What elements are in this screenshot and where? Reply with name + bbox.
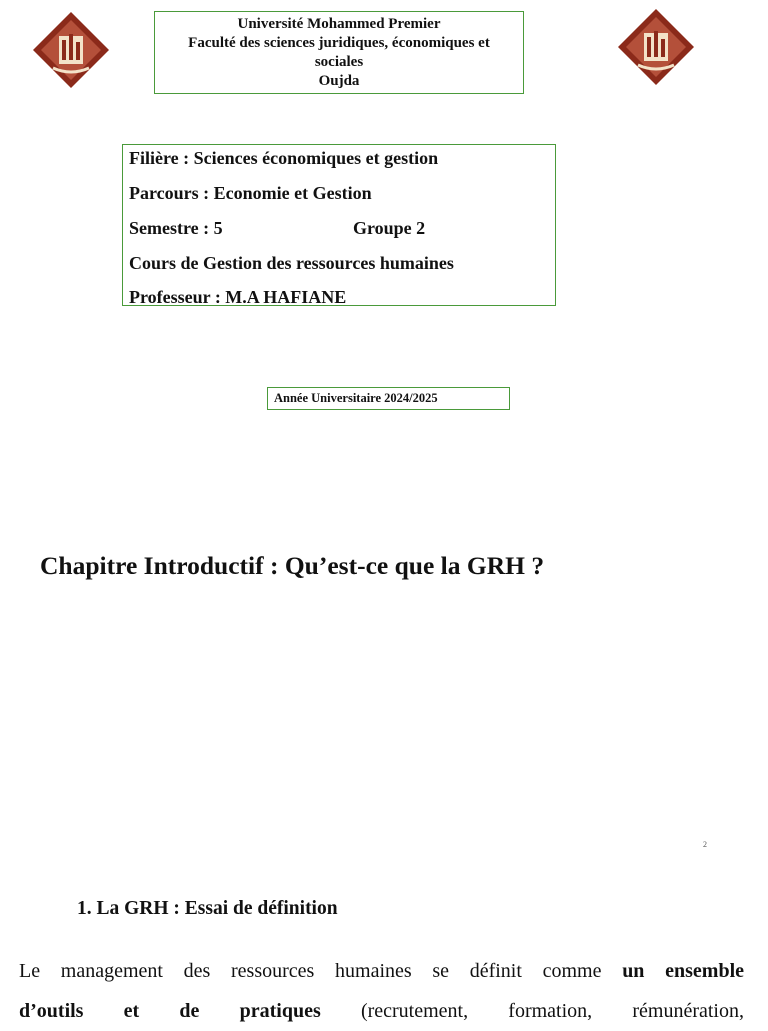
semestre-line: Semestre : 5 [129, 218, 223, 238]
groupe-line: Groupe 2 [353, 218, 426, 238]
university-name: Université Mohammed Premier [237, 16, 441, 32]
academic-year: Année Universitaire 2024/2025 [274, 391, 438, 405]
paragraph-line2-bold: d’outils et de pratiques [19, 1000, 321, 1022]
cours-line: Cours de Gestion des ressources humaines [129, 253, 454, 273]
filiere-line: Filière : Sciences économiques et gestion [129, 148, 439, 168]
section-title: 1. La GRH : Essai de définition [77, 898, 338, 919]
faculty-name-line1: Faculté des sciences juridiques, économiques et [188, 35, 490, 51]
university-header-box [154, 11, 524, 94]
professeur-line: Professeur : M.A HAFIANE [129, 287, 347, 307]
paragraph-line2-plain: (recrutement, formation, rémunération, [320, 1000, 744, 1022]
paragraph-line1-bold: un ensemble [622, 960, 745, 982]
page-number: 2 [703, 840, 707, 849]
paragraph-line-1 [19, 951, 744, 991]
city-name: Oujda [318, 73, 360, 89]
paragraph-line1-plain: Le management des ressources humaines se définit comme [19, 960, 623, 982]
definition-paragraph [19, 951, 744, 1031]
university-logo-left [31, 10, 111, 90]
course-info-box [122, 144, 556, 306]
chapter-title: Chapitre Introductif : Qu’est-ce que la GRH ? [40, 551, 545, 580]
academic-year-box [267, 387, 510, 410]
parcours-line: Parcours : Economie et Gestion [129, 183, 372, 203]
university-logo-right [616, 7, 696, 87]
paragraph-line-2 [19, 991, 744, 1031]
faculty-name-line2: sociales [314, 54, 364, 70]
